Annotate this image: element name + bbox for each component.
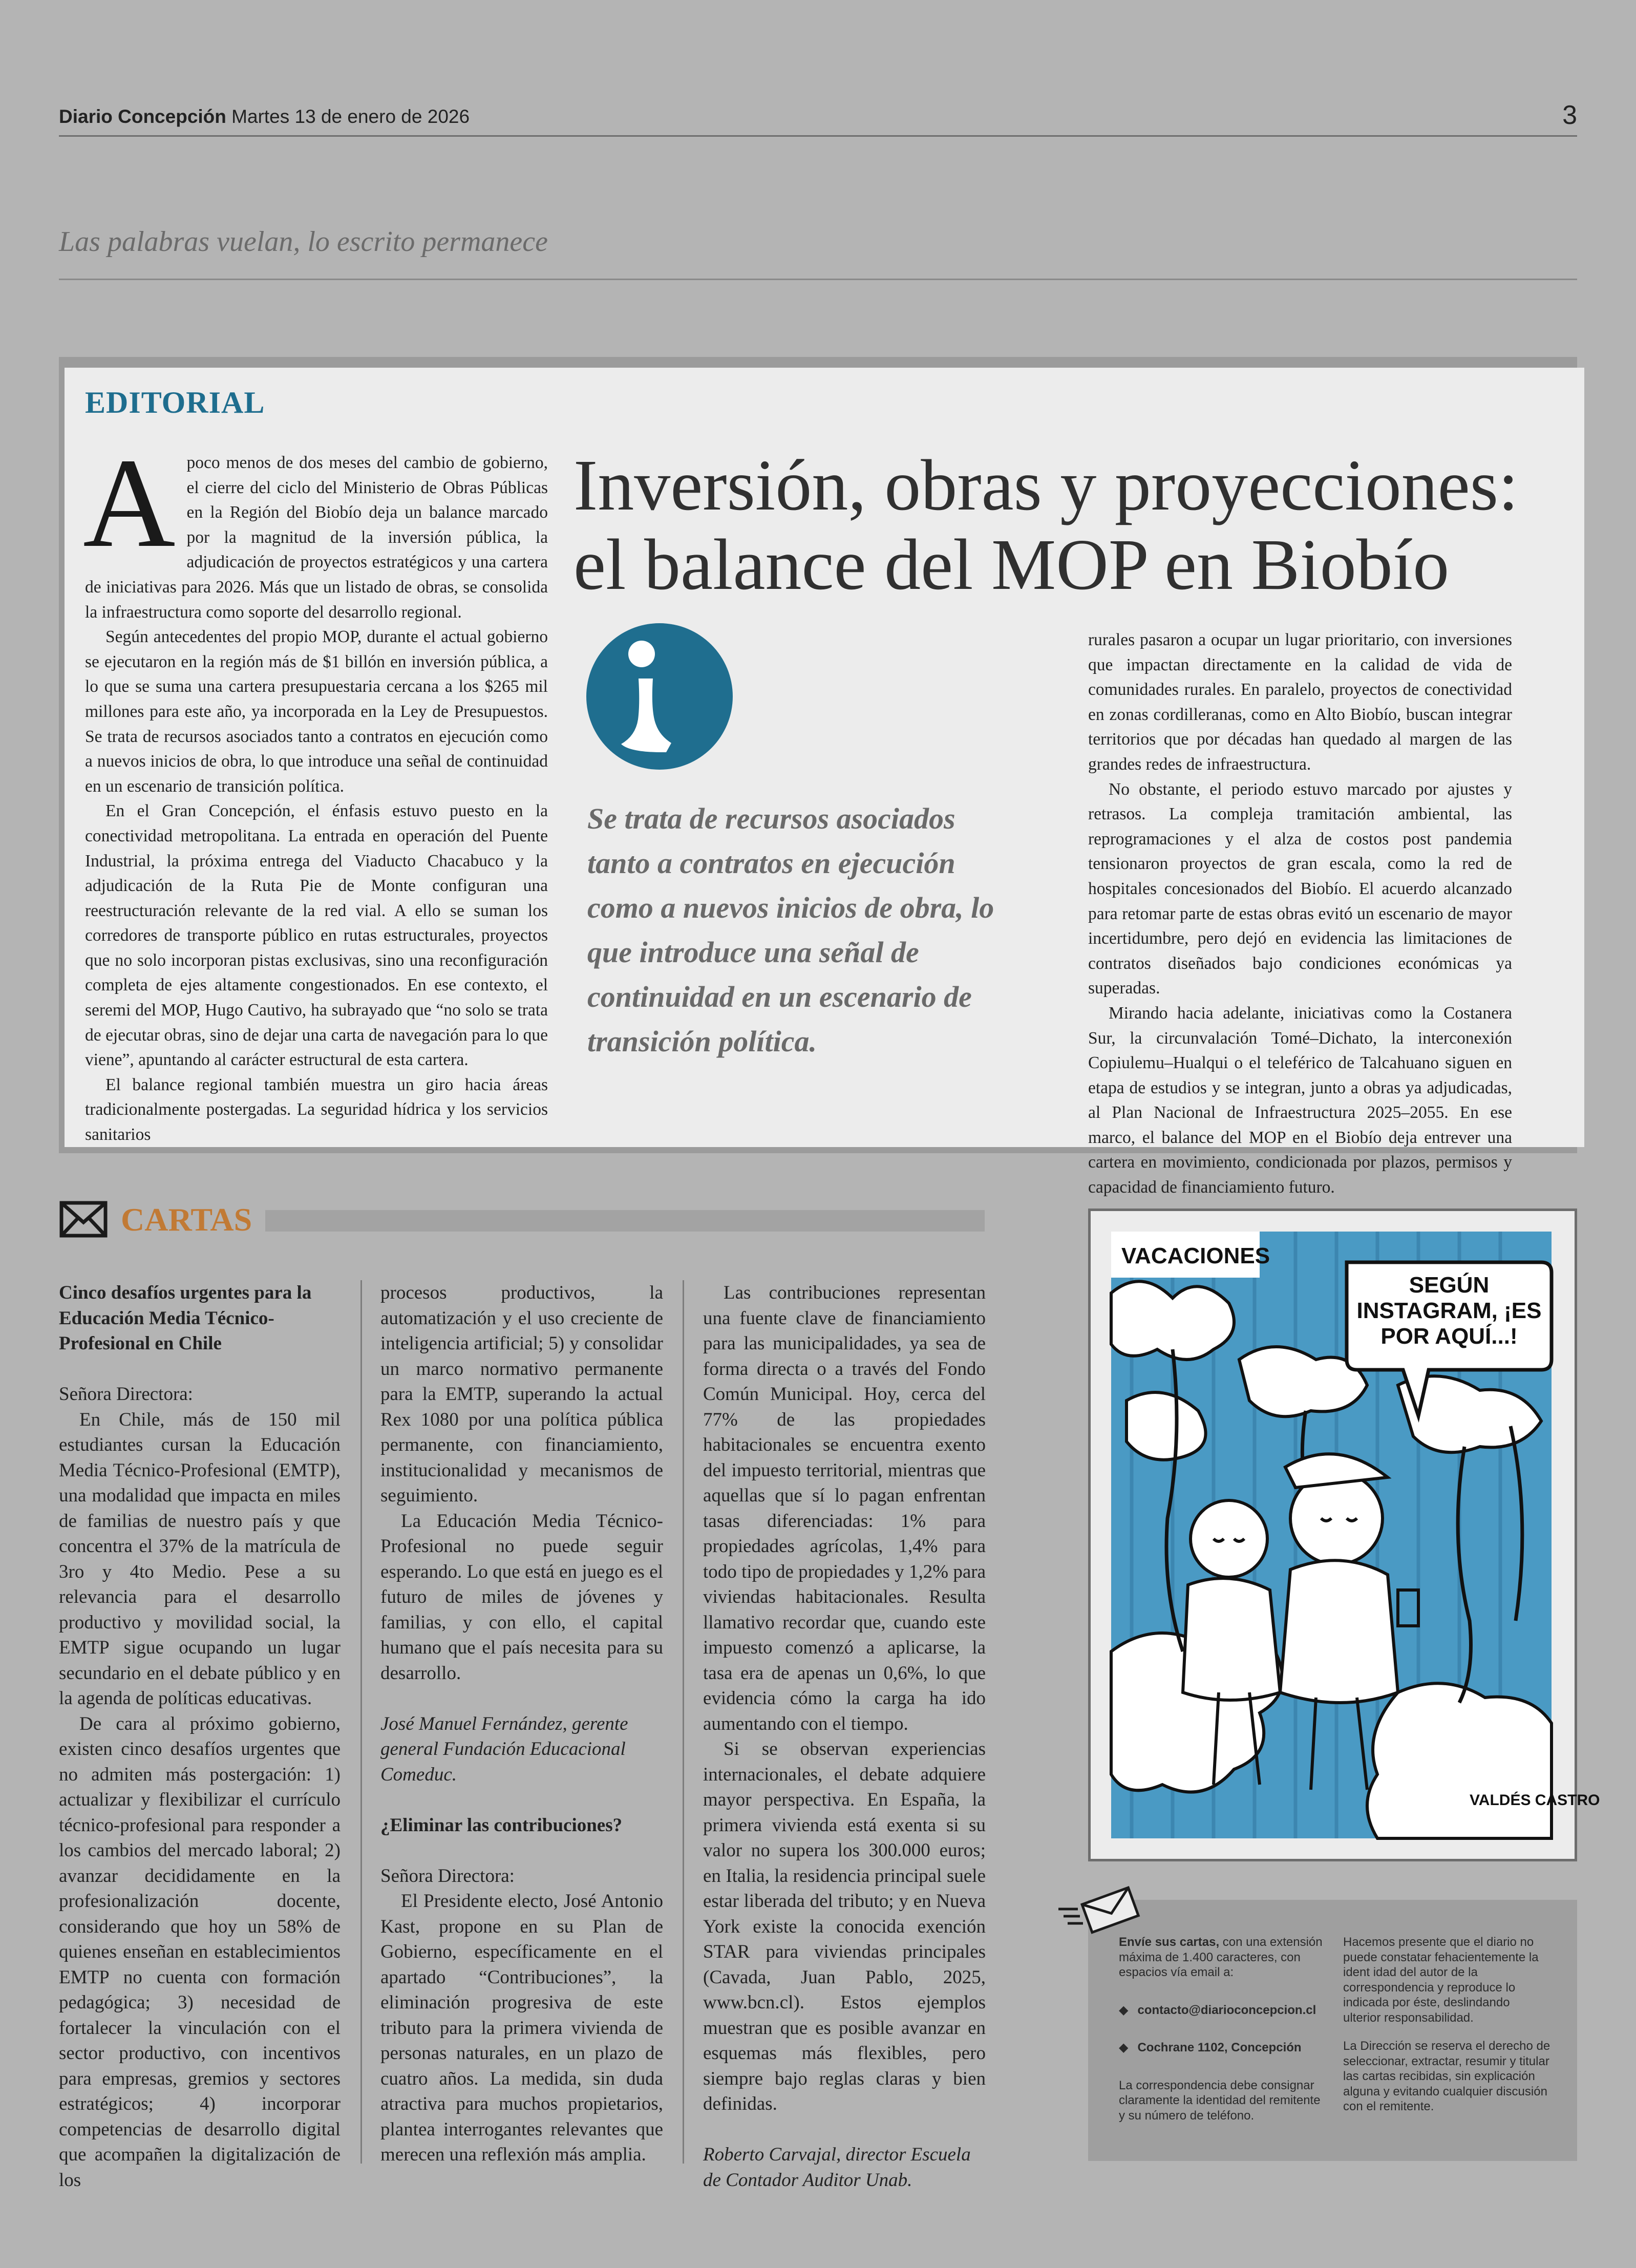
masthead <box>59 106 470 128</box>
letter-title: ¿Eliminar las contribuciones? <box>380 1814 623 1836</box>
info-icon <box>585 622 734 771</box>
pull-quote: Se trata de recursos asociados tanto a contratos en ejecución como a nuevos inicios de obra, lo que introduce una señal de continuidad en un escenario de transición política. <box>587 802 994 1058</box>
submission-email-row <box>1119 2003 1329 2018</box>
headline-line-2: el balance del MOP en Biobío <box>573 524 1450 605</box>
editorial-paragraph: No obstante, el periodo estuvo marcado por ajustes y retrasos. La compleja tramitación ambiental, las reprogramaciones y el alza de costos post pandemia tensionaron proyectos de gran escala, como la red de hospitales concesionados del Biobío. El acuerdo alcanzado para retomar parte de estas obras evitó un escenario de mayor incertidumbre, pero dejó en evidencia las limitaciones de contratos diseñados bajo condiciones económicas ya superadas. <box>1088 779 1512 998</box>
submission-lead-text: con una extensión máxima de 1.400 caracteres, con espacios vía email a: <box>1119 1935 1323 1979</box>
letter-paragraph: El Presidente electo, José Antonio Kast, propone en su Plan de Gobierno, específicamente en el apartado “Contribuciones”, la eliminación progresiva de este tributo para la primera vivienda de personas naturales, en un plazo de cuatro años. La medida, sin duda atractiva para muchos propietarios, plantea interrogantes relevantes que merecen una reflexión más amplia. <box>380 1891 663 2165</box>
submission-email[interactable]: contacto@diarioconcepcion.cl <box>1137 2003 1316 2017</box>
letter-paragraph: Las contribuciones representan una fuente clave de financiamiento para las municipalidades, ya sea de forma directa o a través del Fondo Común Municipal. Hoy, cerca del 77% de las propiedades habitacionales se encuentra exento del impuesto territorial, mientras que aquellas que sí lo pagan enfrentan tasas diferenciadas: 1% para propiedades agrícolas, 1,4% para todo tipo de propiedades y 1,2% para viviendas habitacionales. Resulta llamativo recordar que, cuando este impuesto comenzó a aplicarse, la tasa era de apenas un 0,6%, lo que evidencia cómo la carga ha ido aumentando con el tiempo. <box>703 1282 986 1734</box>
paper-name: Diario Concepción <box>59 106 226 127</box>
headline-line-1: Inversión, obras y proyecciones: <box>573 444 1519 525</box>
editorial-column-3 <box>1088 628 1512 1200</box>
letter-salutation: Señora Directora: <box>59 1384 193 1405</box>
envelope-icon <box>59 1201 108 1238</box>
drop-cap: A <box>83 432 176 574</box>
editorial-paragraph: El balance regional también muestra un giro hacia áreas tradicionalmente postergadas. La seguridad hídrica y los servicios sanitarios <box>85 1075 548 1144</box>
editorial-paragraph: Apoco menos de dos meses del cambio de gobierno, el cierre del ciclo del Ministerio de Obras Públicas en la Región del Biobío deja un balance marcado por la magnitud de la inversión pública, la adjudicación de proyectos estratégicos y una cartera de iniciativas para 2026. Más que un listado de obras, se consolida la infraestructura como soporte del desarrollo regional. <box>83 432 548 622</box>
submission-address: Cochrane 1102, Concepción <box>1137 2041 1302 2054</box>
editorial-paragraph: rurales pasaron a ocupar un lugar prioritario, con inversiones que impactan directamente en la calidad de vida de comunidades rurales. En paralelo, proyectos de conectividad en zonas cordilleranas, como en Alto Biobío, buscan integrar territorios que por décadas han quedado al margen de las grandes redes de infraestructura. <box>1088 630 1512 774</box>
editorial-column-1 <box>83 432 548 1148</box>
editorial-headline <box>573 446 1572 604</box>
column-divider <box>683 1280 684 2164</box>
mail-send-icon <box>1057 1884 1139 1933</box>
editorial-label: EDITORIAL <box>85 386 265 419</box>
page-number: 3 <box>1562 100 1577 130</box>
letter-paragraph <box>59 1711 341 2193</box>
submission-address-row <box>1119 2040 1329 2055</box>
motto-rule <box>59 279 1577 280</box>
submission-left-column <box>1119 1935 1329 2123</box>
column-divider <box>360 1280 362 2164</box>
letter-title: Cinco desafíos urgentes para la Educación Media Técnico-Profesional en Chile <box>59 1282 312 1354</box>
editorial-paragraph: Según antecedentes del propio MOP, durante el actual gobierno se ejecutaron en la región más de $1 billón en inversión pública, a lo que se suma una cartera presupuestaria cercana a los $265 mil millones para este año, ya incorporada en la Ley de Presupuestos. Se trata de recursos asociados tanto a contratos en ejecución como a nuevos inicios de obra, lo que introduce una señal de continuidad en un escenario de transición política. <box>85 627 548 796</box>
section-motto: Las palabras vuelan, lo escrito permanece <box>59 226 548 258</box>
letters-column-2 <box>380 1280 663 2168</box>
cartas-label: CARTAS <box>121 1201 252 1238</box>
letter-salutation: Señora Directora: <box>380 1865 515 1887</box>
letter-paragraph: La Educación Media Técnico-Profesional no puede seguir esperando. Lo que está en juego es el futuro de miles de jóvenes y familias, y con ello, el capital humano que el país necesita para su desarrollo. <box>380 1510 663 1684</box>
speech-bubble-text: SEGÚN INSTAGRAM, ¡ES POR AQUÍ...! <box>1356 1273 1542 1349</box>
letter-signature: José Manuel Fernández, gerente general Fundación Educacional Comeduc. <box>380 1713 628 1785</box>
cartoon-illustration <box>1111 1232 1600 1838</box>
diamond-bullet-icon: ◆ <box>1119 2003 1129 2017</box>
issue-date: Martes 13 de enero de 2026 <box>231 106 470 127</box>
submission-note-right-2: La Dirección se reserva el derecho de seleccionar, extractar, resumir y titular las cartas recibidas, sin explicación alguna y evitando cualquier discusión con el remitente. <box>1343 2039 1550 2113</box>
submission-note-right-1: Hacemos presente que el diario no puede constatar fehacientemente la ident idad del autor de la correspondencia y reproduce lo indicada por éste, deslindando ulterior responsabilidad. <box>1343 1935 1539 2025</box>
cartoon-title: VACACIONES <box>1121 1243 1270 1268</box>
letters-column-3 <box>703 1280 986 2193</box>
speech-bubble <box>1352 1273 1546 1365</box>
header-rule <box>59 135 1577 137</box>
submission-lead <box>1119 1935 1329 1980</box>
letter-paragraph: Si se observan experiencias internacionales, el debate adquiere mayor perspectiva. En España, la primera vivienda está exenta si su valor no supera los 300.000 euros; en Italia, la residencia principal suele estar liberada del tributo; y en Nueva York existe la conocida exención STAR para viviendas principales (Cavada, Juan Pablo, 2025, www.bcn.cl). Estos ejemplos muestran que es posible avanzar en esquemas más flexibles, pero siempre bajo reglas claras y bien definidas. <box>703 1739 986 2114</box>
editorial-paragraph: En el Gran Concepción, el énfasis estuvo puesto en la conectividad metropolitana. La entrada en operación del Puente Industrial, la próxima entrega del Viaducto Chacabuco y la adjudicación de la Ruta Pie de Monte configuran una reestructuración relevante de la red vial. A ello se suman los corredores de transporte público en rutas estructurales, proyectos que no solo incorporan pistas exclusivas, sino una reconfiguración completa de ejes altamente congestionados. En ese contexto, el seremi del MOP, Hugo Cautivo, ha subrayado que “no solo se trata de ejecutar obras, sino de dejar una carta de navegación para lo que viene”, apuntando al carácter estructural de esta cartera. <box>85 801 548 1070</box>
letter-signature: Roberto Carvajal, director Escuela de Contador Auditor Unab. <box>703 2144 971 2191</box>
letters-column-1 <box>59 1280 341 2193</box>
cartoon-signature: VALDÉS CASTRO <box>1470 1792 1600 1809</box>
cartas-header-bar <box>265 1210 985 1232</box>
letter-paragraph: En Chile, más de 150 mil estudiantes cursan la Educación Media Técnico-Profesional (EMTP), una modalidad que impacta en miles de familias de nuestro país y que concentra el 37% de la matrícula de 3ro y 4to Medio. Pese a su relevancia para el desarrollo productivo y movilidad social, la EMTP sigue ocupando un lugar secundario en el debate público y en la agenda de políticas educativas. <box>59 1409 341 1709</box>
letter-paragraph-part: De cara al próximo gobierno, existen cinco desafíos urgentes que no admiten más postergación: 1) actualizar y flexibilizar el currículo técnico-profesional para responder a los cambios del mercado laboral; 2) avanzar decididamente en la profesionalización docente, considerando que hoy un 58% de quienes enseñan en establecimientos EMTP no cuenta con formación pedagógica; 3) necesidad de fortalecer la vinculación con el sector productivo, con incentivos para empresas, gremios y sectores estratégicos; 4) incorporar competencias de desarrollo digital que acompañen la digitalización de los <box>59 1713 341 2191</box>
submission-lead-bold: Envíe sus cartas, <box>1119 1935 1220 1949</box>
submission-note-left: La correspondencia debe consignar claramente la identidad del remitente y su número de teléfono. <box>1119 2078 1321 2123</box>
submission-right-column <box>1343 1935 1550 2114</box>
diamond-bullet-icon: ◆ <box>1119 2041 1129 2054</box>
letter-paragraph-continued: procesos productivos, la automatización y el uso creciente de inteligencia artificial; 5) y consolidar un marco normativo permanente para la EMTP, superando la actual Rex 1080 por una política pública permanente, con financiamiento, institucionalidad y mecanismos de seguimiento. <box>380 1282 663 1506</box>
editorial-paragraph: Mirando hacia adelante, iniciativas como la Costanera Sur, la circunvalación Tomé–Dichato, la interconexión Copiulemu–Hualqui o el teleférico de Talcahuano siguen en etapa de estudios y se integran, junto a obras ya adjudicadas, al Plan Nacional de Infraestructura 2025–2055. En ese marco, el balance del MOP en el Biobío deja entrever una cartera en movimiento, condicionada por plazos, permisos y capacidad de financiamiento futuro. <box>1088 1003 1512 1197</box>
